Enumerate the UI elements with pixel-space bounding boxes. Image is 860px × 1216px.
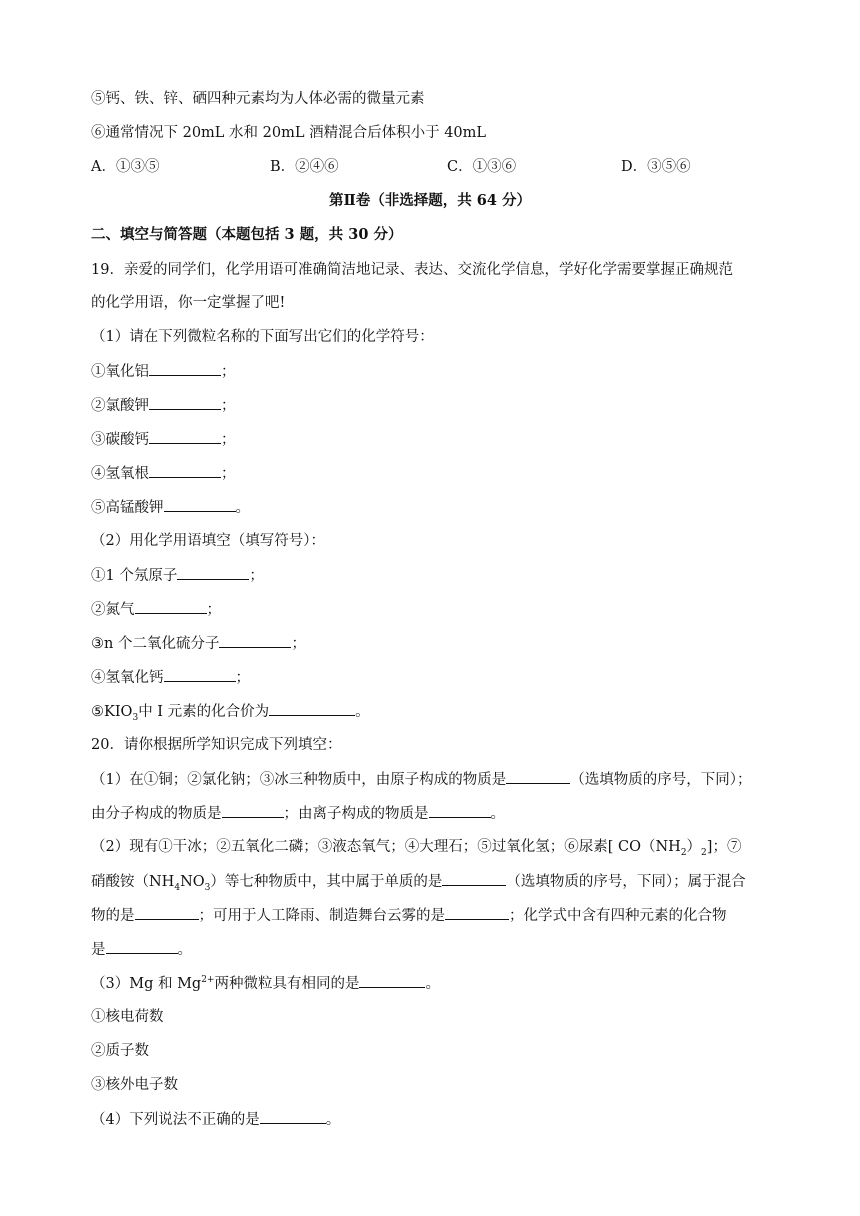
answer-blank[interactable] <box>269 701 355 716</box>
q20-part-2-line-2: 硝酸铵$(NH_4NO_3)$等七种物质中，其中属于单质的是 （选填物质的序号，下同）；属于混合 <box>91 871 746 892</box>
section-2-title: 第Ⅱ卷（非选择题，共 64 分） <box>329 192 531 209</box>
q19-2-item-4: ④氢氧化钙 ； <box>91 667 250 688</box>
q19-intro-line-2: 的化学用语，你一定掌握了吧! <box>91 295 286 311</box>
q19-part-1: （1）请在下列微粒名称的下面写出它们的化学符号： <box>91 329 434 345</box>
q20-part-2-line-4: 是 。 <box>91 939 192 960</box>
answer-blank[interactable] <box>149 429 221 444</box>
q19-2-item-5: $⑤KIO_3$中 I 元素的化合价为 。 <box>91 701 370 722</box>
answer-blank[interactable] <box>359 973 425 988</box>
q20-part-1-line-2: 由分子构成的物质是 ；由离子构成的物质是 。 <box>91 803 505 824</box>
q20-3-option-2: ②质子数 <box>91 1043 149 1059</box>
answer-blank[interactable] <box>135 905 199 920</box>
q20-part-3: （3）Mg 和 $Mg^{2+}$两种微粒具有相同的是 。 <box>91 973 440 994</box>
answer-blank[interactable] <box>149 395 221 410</box>
answer-blank[interactable] <box>135 599 207 614</box>
statement-5: ⑤钙、铁、锌、硒四种元素均为人体必需的微量元素 <box>91 91 425 107</box>
q20-3-option-3: ③核外电子数 <box>91 1077 178 1093</box>
option-d: D．③⑤⑥ <box>621 159 691 175</box>
statement-6: ⑥通常情况下 20mL 水和 20mL 酒精混合后体积小于 40mL <box>91 125 487 141</box>
answer-blank[interactable] <box>442 871 506 886</box>
answer-blank[interactable] <box>149 361 221 376</box>
answer-blank[interactable] <box>222 803 284 818</box>
q20-part-1-line-1: （1）在①铜；②氯化钠；③冰三种物质中，由原子构成的物质是 （选填物质的序号，下同）； <box>91 769 751 790</box>
answer-blank[interactable] <box>429 803 491 818</box>
q19-1-item-1: ①氧化铝 ； <box>91 361 236 382</box>
q19-1-item-5: ⑤高锰酸钾 。 <box>91 497 250 518</box>
option-a: A．①③⑤ <box>91 159 160 175</box>
q19-2-item-3: ③n 个二氧化硫分子 ； <box>91 633 306 654</box>
option-c: C．①③⑥ <box>447 159 517 175</box>
answer-blank[interactable] <box>164 497 236 512</box>
q20-part-2-line-1: （2）现有①干冰；②五氧化二磷；③液态氧气；④大理石；⑤过氧化氢；⑥尿素[ $CO(NH_2)_2$]；⑦ <box>91 839 742 858</box>
part-2-heading: 二、填空与简答题（本题包括 3 题，共 30 分） <box>91 226 403 243</box>
answer-blank[interactable] <box>219 633 291 648</box>
option-b: B．②④⑥ <box>270 159 339 175</box>
answer-blank[interactable] <box>149 463 221 478</box>
answer-blank[interactable] <box>445 905 509 920</box>
q19-intro-line-1: 19．亲爱的同学们，化学用语可准确简洁地记录、表达、交流化学信息，学好化学需要掌握正确规范 <box>91 262 733 278</box>
answer-blank[interactable] <box>260 1109 326 1124</box>
q19-2-item-1: ①1 个氖原子 ； <box>91 565 264 586</box>
q19-2-item-2: ②氮气 ； <box>91 599 221 620</box>
q19-part-2: （2）用化学用语填空（填写符号）： <box>91 533 325 549</box>
q20-part-2-line-3: 物的是 ；可用于人工降雨、制造舞台云雾的是 ；化学式中含有四种元素的化合物 <box>91 905 727 926</box>
q19-1-item-3: ③碳酸钙 ； <box>91 429 236 450</box>
answer-blank[interactable] <box>506 769 570 784</box>
answer-blank[interactable] <box>177 565 249 580</box>
q20-intro: 20．请你根据所学知识完成下列填空： <box>91 737 342 753</box>
q20-3-option-1: ①核电荷数 <box>91 1009 164 1025</box>
answer-blank[interactable] <box>106 939 178 954</box>
q19-1-item-2: ②氯酸钾 ； <box>91 395 236 416</box>
answer-blank[interactable] <box>164 667 236 682</box>
q20-part-4: （4）下列说法不正确的是 。 <box>91 1109 340 1130</box>
q19-1-item-4: ④氢氧根 ； <box>91 463 236 484</box>
